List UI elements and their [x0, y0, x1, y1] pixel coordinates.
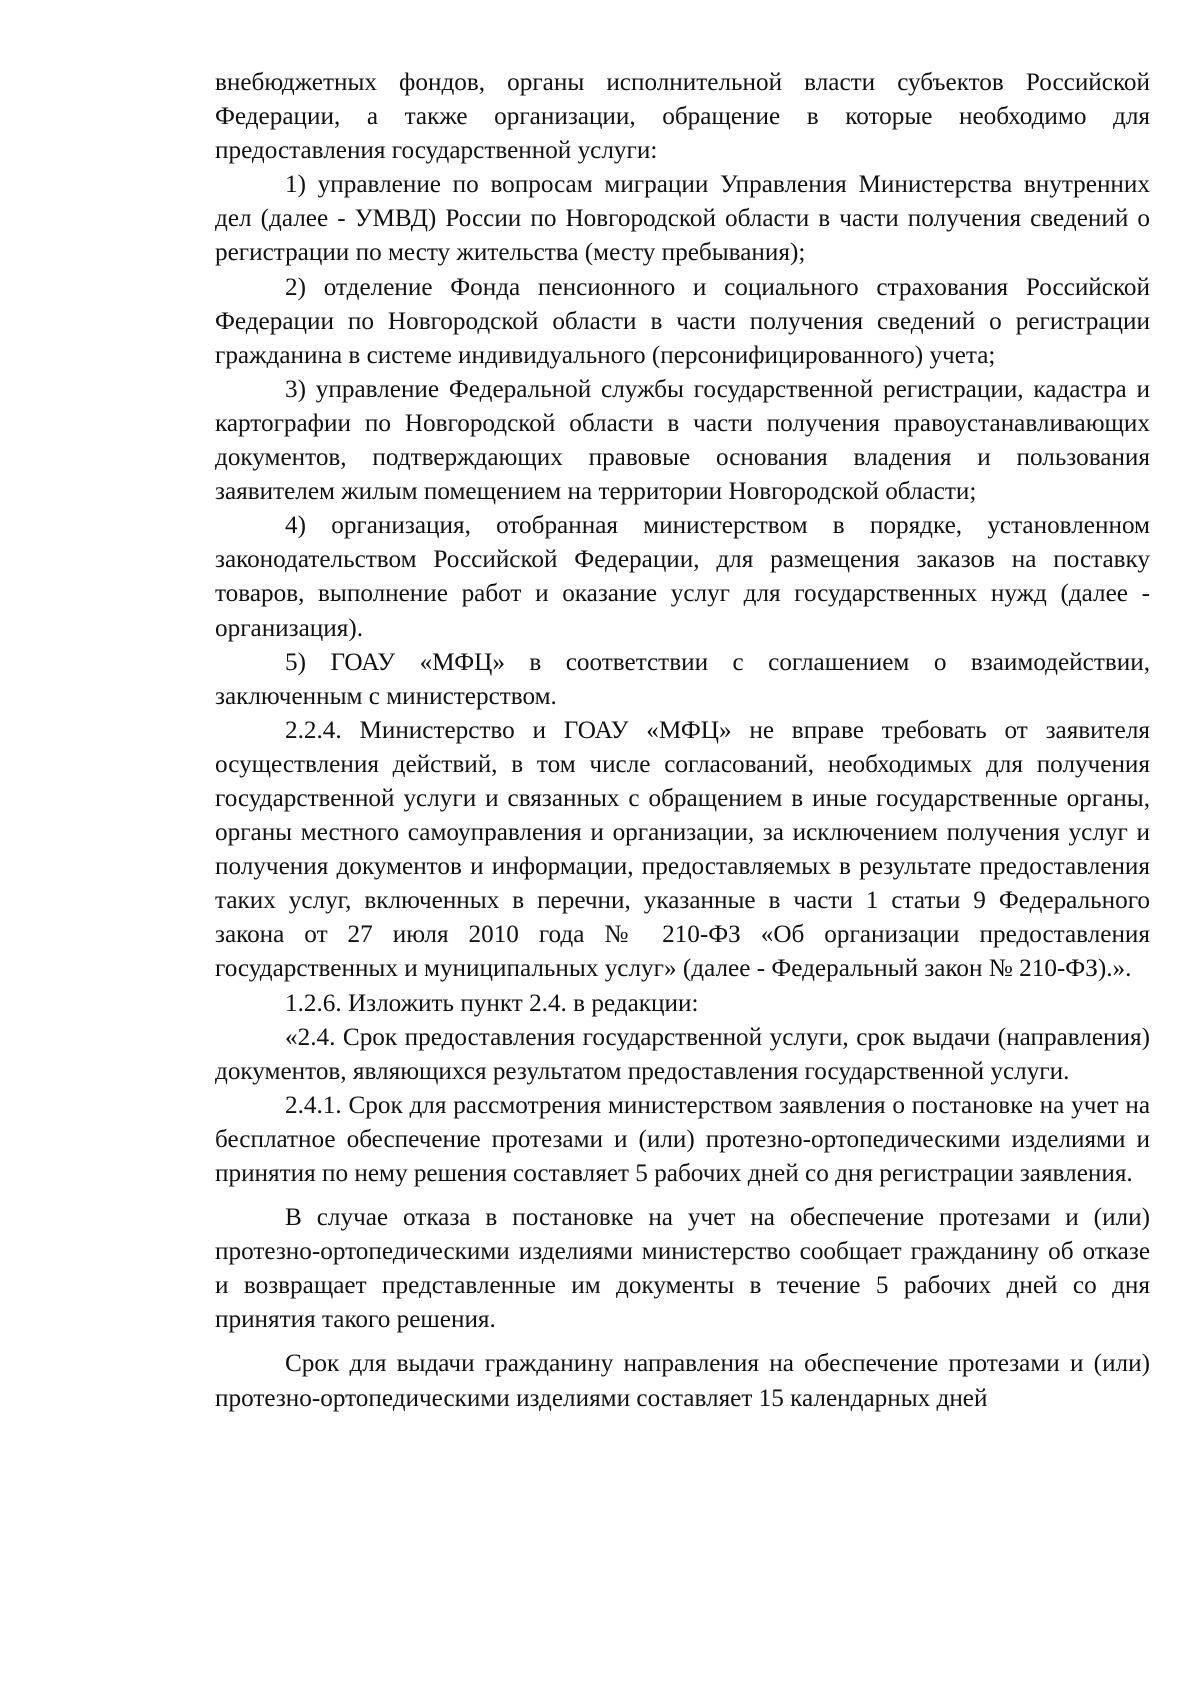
paragraph-item-5: 5) ГОАУ «МФЦ» в соответствии с соглашением о взаимодействии, заключенным с министерством.	[215, 648, 1150, 710]
paragraph-referral-term: Срок для выдачи гражданину направления на обеспечение протезами и (или) протезно-ортопедическими изделиями составляет 15 календарных дней	[215, 1350, 1150, 1412]
paragraph-item-2: 2) отделение Фонда пенсионного и социального страхования Российской Федерации по Новгородской области в части получения сведений о регистрации гражданина в системе индивидуального (персонифицированного) учета;	[215, 273, 1150, 369]
paragraph-item-4: 4) организация, отобранная министерством в порядке, установленном законодательством Российской Федерации, для размещения заказов на поставку товаров, выполнение работ и оказание услуг для государственных нужд (далее - организация).	[215, 512, 1150, 642]
paragraph-clause-2-4: «2.4. Срок предоставления государственной услуги, срок выдачи (направления) документов, являющихся результатом предоставления государственной услуги.	[215, 1023, 1150, 1085]
paragraph-clause-2-2-4: 2.2.4. Министерство и ГОАУ «МФЦ» не вправе требовать от заявителя осуществления действий, в том числе согласований, необходимых для получения государственной услуги и связанных с обращением в иные государственные органы, органы местного самоуправления и организации, за исключением получения услуг и получения документов и информации, предоставляемых в результате предоставления таких услуг, включенных в перечни, указанные в части 1 статьи 9 Федерального закона от 27 июля 2010 года № 210-ФЗ «Об организации предоставления государственных и муниципальных услуг» (далее - Федеральный закон № 210-ФЗ).».	[215, 716, 1150, 983]
paragraph-clause-1-2-6: 1.2.6. Изложить пункт 2.4. в редакции:	[285, 989, 699, 1017]
paragraph-item-1: 1) управление по вопросам миграции Управления Министерства внутренних дел (далее - УМВД) России по Новгородской области в части получения сведений о регистрации по месту жительства (месту пребывания);	[215, 171, 1150, 267]
paragraph-refusal: В случае отказа в постановке на учет на обеспечение протезами и (или) протезно-ортопедическими изделиями министерство сообщает гражданину об отказе и возвращает представленные им документы в течение 5 рабочих дней со дня принятия такого решения.	[215, 1204, 1150, 1334]
paragraph-clause-2-4-1: 2.4.1. Срок для рассмотрения министерством заявления о постановке на учет на бесплатное обеспечение протезами и (или) протезно-ортопедическими изделиями и принятия по нему решения составляет 5 рабочих дней со дня регистрации заявления.	[215, 1091, 1150, 1187]
document-body	[215, 66, 1150, 1416]
paragraph-item-3: 3) управление Федеральной службы государственной регистрации, кадастра и картографии по Новгородской области в части получения правоустанавливающих документов, подтверждающих правовые основания владения и пользования заявителем жилым помещением на территории Новгородской области;	[215, 375, 1150, 506]
paragraph-continuation: внебюджетных фондов, органы исполнительной власти субъектов Российской Федерации, а также организации, обращение в которые необходимо для предоставления государственной услуги:	[215, 69, 1150, 165]
